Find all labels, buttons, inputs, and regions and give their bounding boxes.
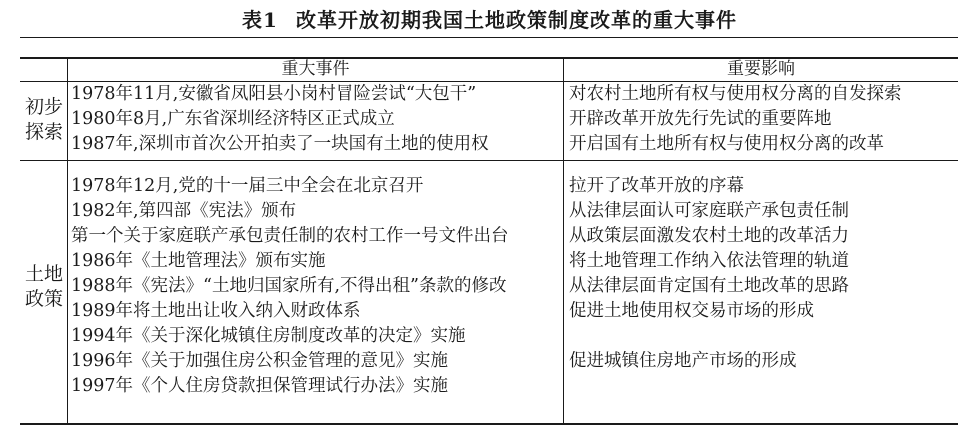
event-item: 1978年12月,党的十一届三中全会在北京召开 <box>71 176 424 196</box>
event-item: 1982年,第四部《宪法》颁布 <box>71 201 297 221</box>
category-line: 探索 <box>24 121 63 143</box>
event-item: 1987年,深圳市首次公开拍卖了一块国有土地的使用权 <box>71 134 489 154</box>
impact-item: 促进土地使用权交易市场的形成 <box>569 301 814 321</box>
category-line: 初步 <box>24 96 63 118</box>
category-line: 土地 <box>24 263 63 285</box>
header-events: 重大事件 <box>281 59 350 79</box>
category-line: 政策 <box>24 288 63 310</box>
impact-item: 从政策层面激发农村土地的改革活力 <box>569 226 849 246</box>
table-caption <box>0 6 979 34</box>
events-group-1 <box>71 82 489 157</box>
header-impacts: 重要影响 <box>727 59 795 79</box>
event-item: 1997年《个人住房贷款担保管理试行办法》实施 <box>71 376 449 396</box>
impact-item: 从法律层面肯定国有土地改革的思路 <box>569 276 849 296</box>
category-group-1 <box>21 95 67 145</box>
impacts-group-1 <box>569 82 902 157</box>
event-item: 1978年11月,安徽省凤阳县小岗村冒险尝试“大包干” <box>71 84 477 104</box>
impact-item: 将土地管理工作纳入依法管理的轨道 <box>569 251 849 271</box>
impact-item: 促进城镇住房地产市场的形成 <box>569 351 797 371</box>
table-number: 表1 <box>242 8 278 32</box>
impacts-group-2 <box>569 174 849 399</box>
bottom-rule <box>20 423 958 425</box>
impact-item: 拉开了改革开放的序幕 <box>569 176 744 196</box>
impact-item <box>569 374 849 399</box>
group-divider-rule <box>20 160 958 161</box>
impact-item: 开启国有土地所有权与使用权分离的改革 <box>569 134 884 154</box>
event-item: 1980年8月,广东省深圳经济特区正式成立 <box>71 109 395 129</box>
event-item: 1988年《宪法》“土地归国家所有,不得出租”条款的修改 <box>71 276 507 296</box>
category-column-divider <box>67 57 68 424</box>
category-group-2 <box>21 262 67 312</box>
event-item: 1994年《关于深化城镇住房制度改革的决定》实施 <box>71 326 466 346</box>
impact-item <box>569 324 849 349</box>
events-group-2 <box>71 174 509 399</box>
event-item: 1996年《关于加强住房公积金管理的意见》实施 <box>71 351 449 371</box>
top-rule <box>20 37 958 38</box>
table-title: 改革开放初期我国土地政策制度改革的重大事件 <box>295 8 737 32</box>
impact-item: 对农村土地所有权与使用权分离的自发探索 <box>569 84 902 104</box>
impact-column-divider <box>563 57 564 424</box>
event-item: 第一个关于家庭联产承包责任制的农村工作一号文件出台 <box>71 226 509 246</box>
impact-item: 开辟改革开放先行先试的重要阵地 <box>569 109 832 129</box>
event-item: 1986年《土地管理法》颁布实施 <box>71 251 326 271</box>
event-item: 1989年将土地出让收入纳入财政体系 <box>71 301 361 321</box>
impact-item: 从法律层面认可家庭联产承包责任制 <box>569 201 849 221</box>
